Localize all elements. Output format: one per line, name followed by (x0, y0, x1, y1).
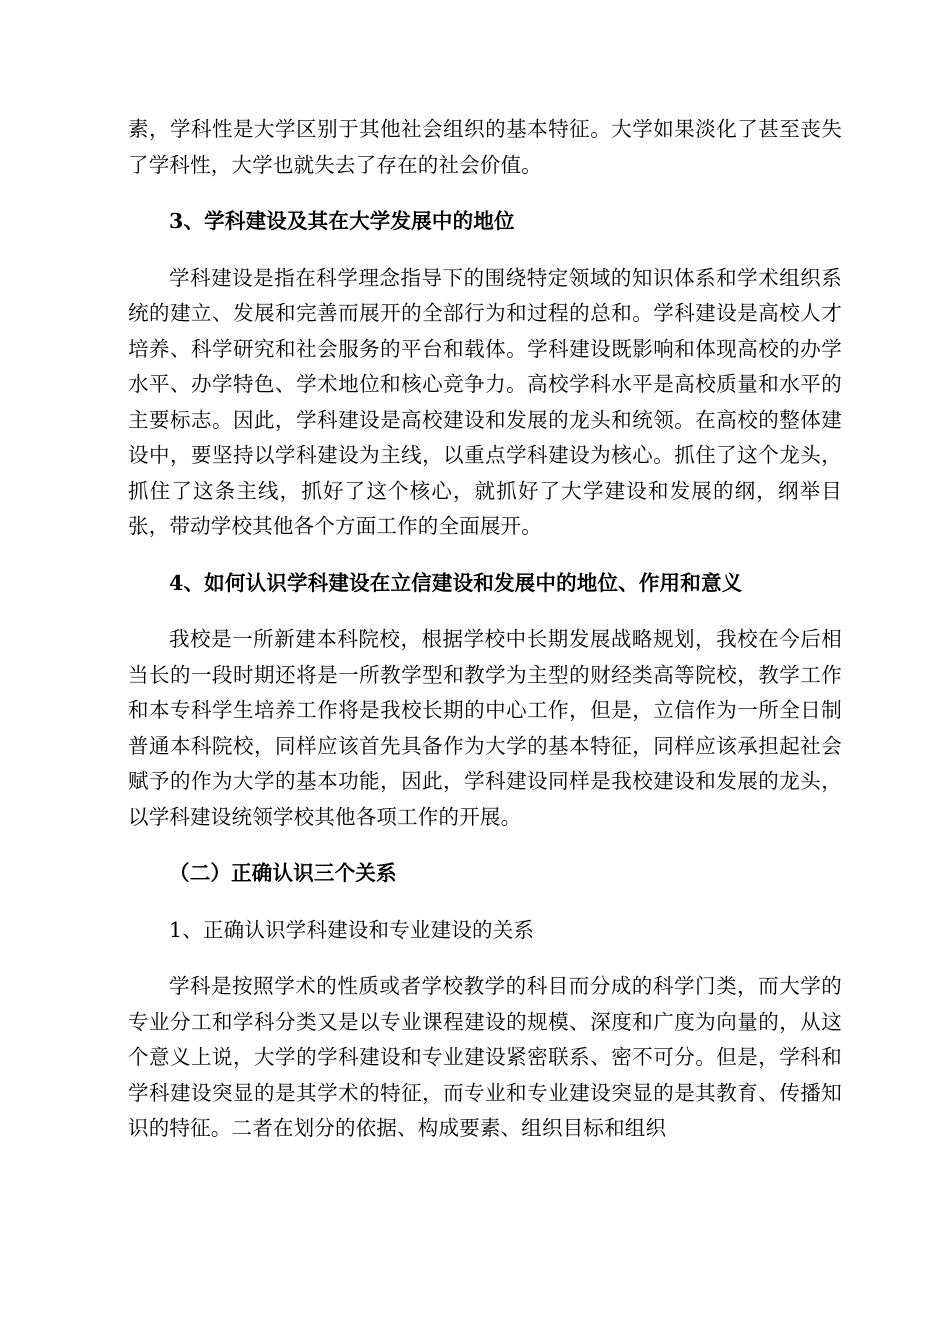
paragraph-discipline-vs-major: 学科是按照学术的性质或者学校教学的科目而分成的科学门类，而大学的专业分工和学科分类又是以专业课程建设的规模、深度和广度为向量的，从这个意义上说，大学的学科建设和专业建设紧密联系、密不可分。但是，学科和学科建设突显的是其学术的特征，而专业和专业建设突显的是其教育、传播知识的特征。二者在划分的依据、构成要素、组织目标和组织 (128, 974, 842, 1140)
section-heading-4: 4、如何认识学科建设在立信建设和发展中的地位、作用和意义 (169, 570, 743, 595)
section-heading-3: 3、学科建设及其在大学发展中的地位 (169, 209, 515, 233)
paragraph-discipline-construction: 学科建设是指在科学理念指导下的围绕特定领域的知识体系和学术组织系统的建立、发展和完善而展开的全部行为和过程的总和。学科建设是高校人才培养、科学研究和社会服务的平台和载体。学科建设既影响和体现高校的办学水平、办学特色、学术地位和核心竞争力。高校学科水平是高校质量和水平的主要标志。因此，学科建设是高校建设和发展的龙头和统领。在高校的整体建设中，要坚持以学科建设为主线，以重点学科建设为核心。抓住了这个龙头，抓住了这条主线，抓好了这个核心，就抓好了大学建设和发展的纲，纲举目张，带动学校其他各个方面工作的全面展开。 (128, 265, 842, 538)
section-heading-part-two: （二）正确认识三个关系 (169, 861, 397, 885)
paragraph-lixin-role: 我校是一所新建本科院校，根据学校中长期发展战略规划，我校在今后相当长的一段时期还将是一所教学型和教学为主型的财经类高等院校，教学工作和本专科学生培养工作将是我校长期的中心工作，但是，立信作为一所全日制普通本科院校，同样应该首先具备作为大学的基本特征，同样应该承担起社会赋予的作为大学的基本功能，因此，学科建设同样是我校建设和发展的龙头，以学科建设统领学校其他各项工作的开展。 (128, 627, 842, 829)
subsection-heading-1: 1、正确认识学科建设和专业建设的关系 (169, 917, 535, 942)
paragraph-intro-continued: 素，学科性是大学区别于其他社会组织的基本特征。大学如果淡化了甚至丧失了学科性，大学也就失去了存在的社会价值。 (128, 117, 842, 177)
